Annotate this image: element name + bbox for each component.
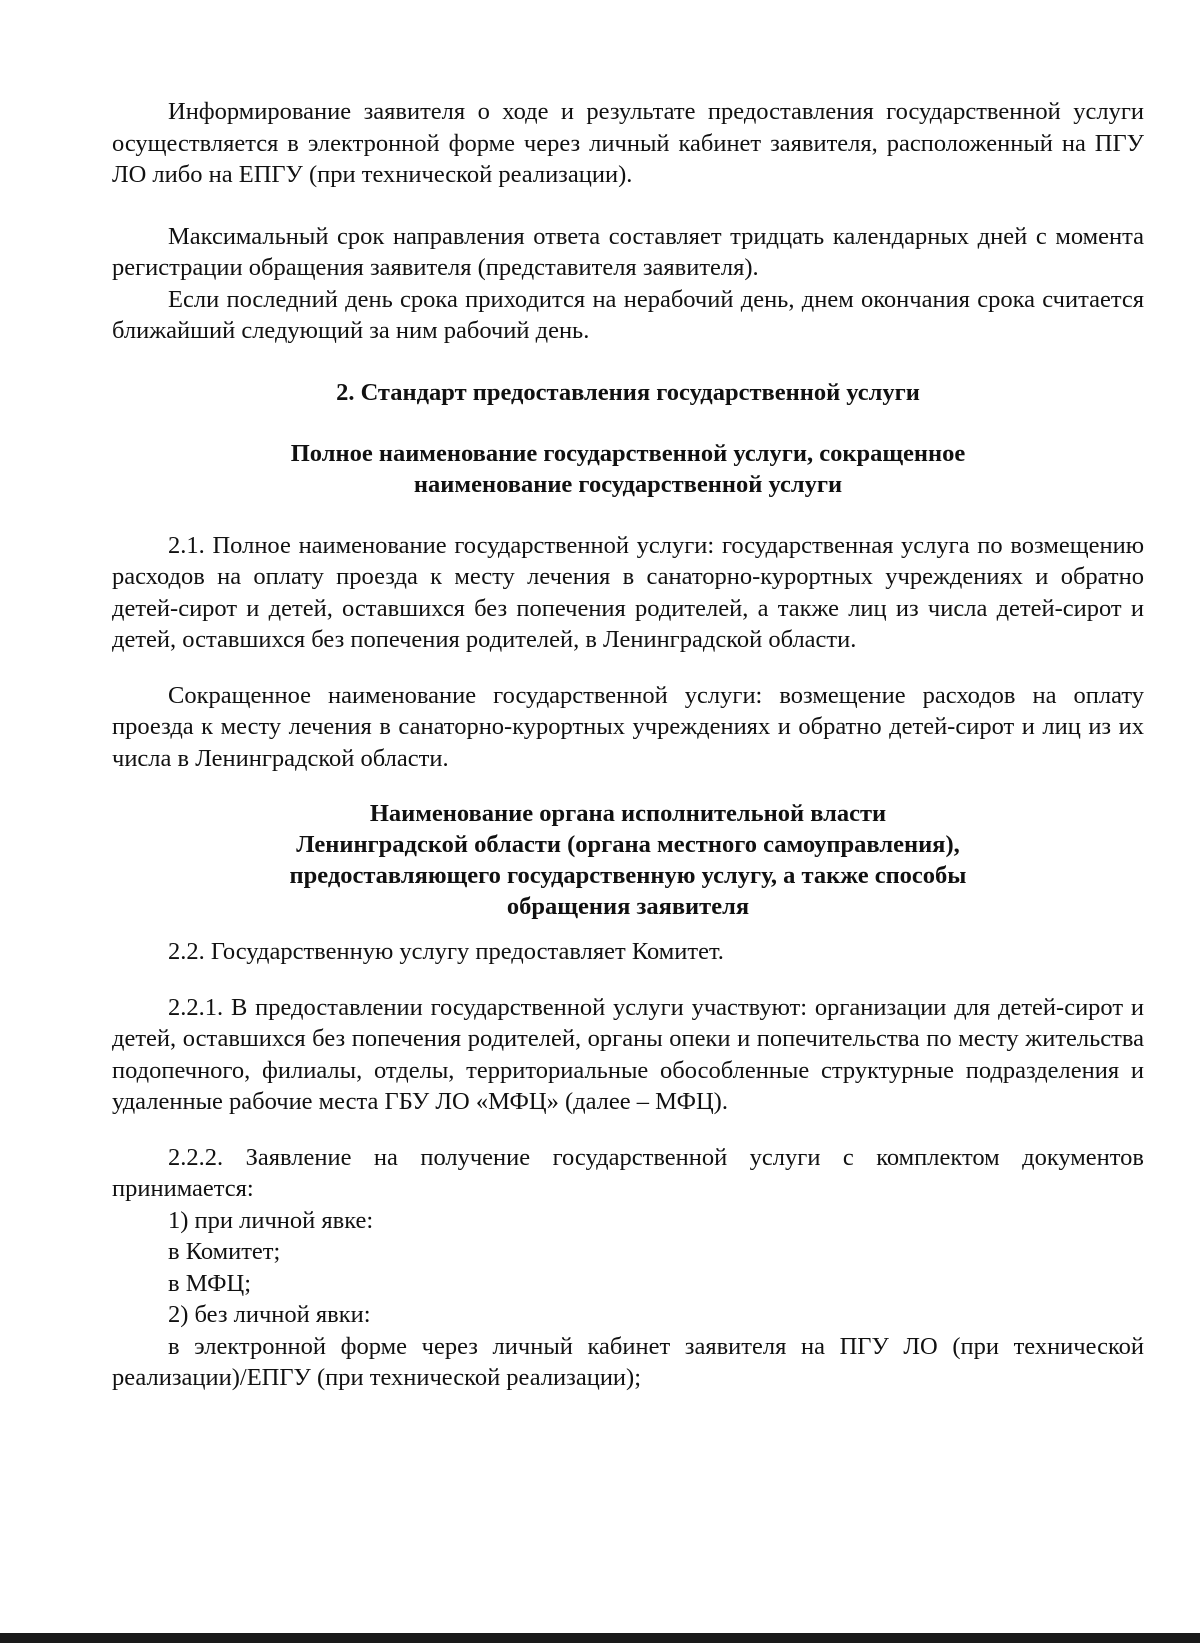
paragraph-nonworking-day: Если последний день срока приходится на нерабочий день, днем окончания срока считается ближайший следующий за ним рабочий день. [112,285,1144,344]
subtitle-authority [112,798,1144,922]
paragraph-2-2: 2.2. Государственную услугу предоставляет Комитет. [168,938,724,965]
subtitle-authority-line3: предоставляющего государственную услугу, а также способы [289,862,967,889]
paragraph-2-2-2: 2.2.2. Заявление на получение государственной услуги с комплектом документов принимается: [112,1143,1144,1202]
section-title: 2. Стандарт предоставления государственной услуги [336,378,920,406]
paragraph-electronic-form: в электронной форме через личный кабинет заявителя на ПГУ ЛО (при технической реализации)/ЕПГУ (при технической реализации); [112,1332,1144,1391]
list-item-personal: 1) при личной явке: [168,1206,374,1234]
subtitle-service-name-line2: наименование государственной услуги [413,470,843,498]
paragraph-2-2-1: 2.2.1. В предоставлении государственной услуги участвуют: организации для детей-сирот и детей, оставшихся без попечения родителей, органы опеки и попечительства по месту жительства подопечного, филиалы, отделы, территориальные обособленные структурные подразделения и удаленные рабочие места ГБУ ЛО «МФЦ» (далее – МФЦ). [112,993,1144,1115]
paragraph-informing: Информирование заявителя о ходе и результате предоставления государственной услуги осуществляется в электронной форме через личный кабинет заявителя, расположенный на ПГУ ЛО либо на ЕПГУ (при технической реализации). [112,98,1144,188]
scan-bottom-edge [0,1633,1200,1643]
subtitle-authority-line1: Наименование органа исполнительной власти [369,800,887,827]
paragraph-short-name: Сокращенное наименование государственной услуги: возмещение расходов на оплату проезда к месту лечения в санаторно-курортных учреждениях и обратно детей-сирот и лиц из их числа в Ленинградской области. [112,681,1144,772]
list-item-mfc: в МФЦ; [168,1269,252,1297]
paragraph-2-1: 2.1. Полное наименование государственной услуги: государственная услуга по возмещению расходов на оплату проезда к месту лечения в санаторно-курортных учреждениях и обратно детей-сирот и детей, оставшихся без попечения родителей, а также лиц из числа детей-сирот и детей, оставшихся без попечения родителей, в Ленинградской области. [112,531,1144,653]
subtitle-service-name [112,438,1144,500]
subtitle-authority-line2: Ленинградской области (органа местного самоуправления), [296,831,960,858]
paragraph-max-term: Максимальный срок направления ответа составляет тридцать календарных дней с момента регистрации обращения заявителя (представителя заявителя). [112,222,1144,281]
list-item-committee: в Комитет; [168,1238,281,1265]
subtitle-service-name-line1: Полное наименование государственной услуги, сокращенное [290,439,966,467]
document-page [112,96,1144,1394]
subtitle-authority-line4: обращения заявителя [506,893,750,920]
list-item-remote: 2) без личной явки: [168,1301,371,1328]
